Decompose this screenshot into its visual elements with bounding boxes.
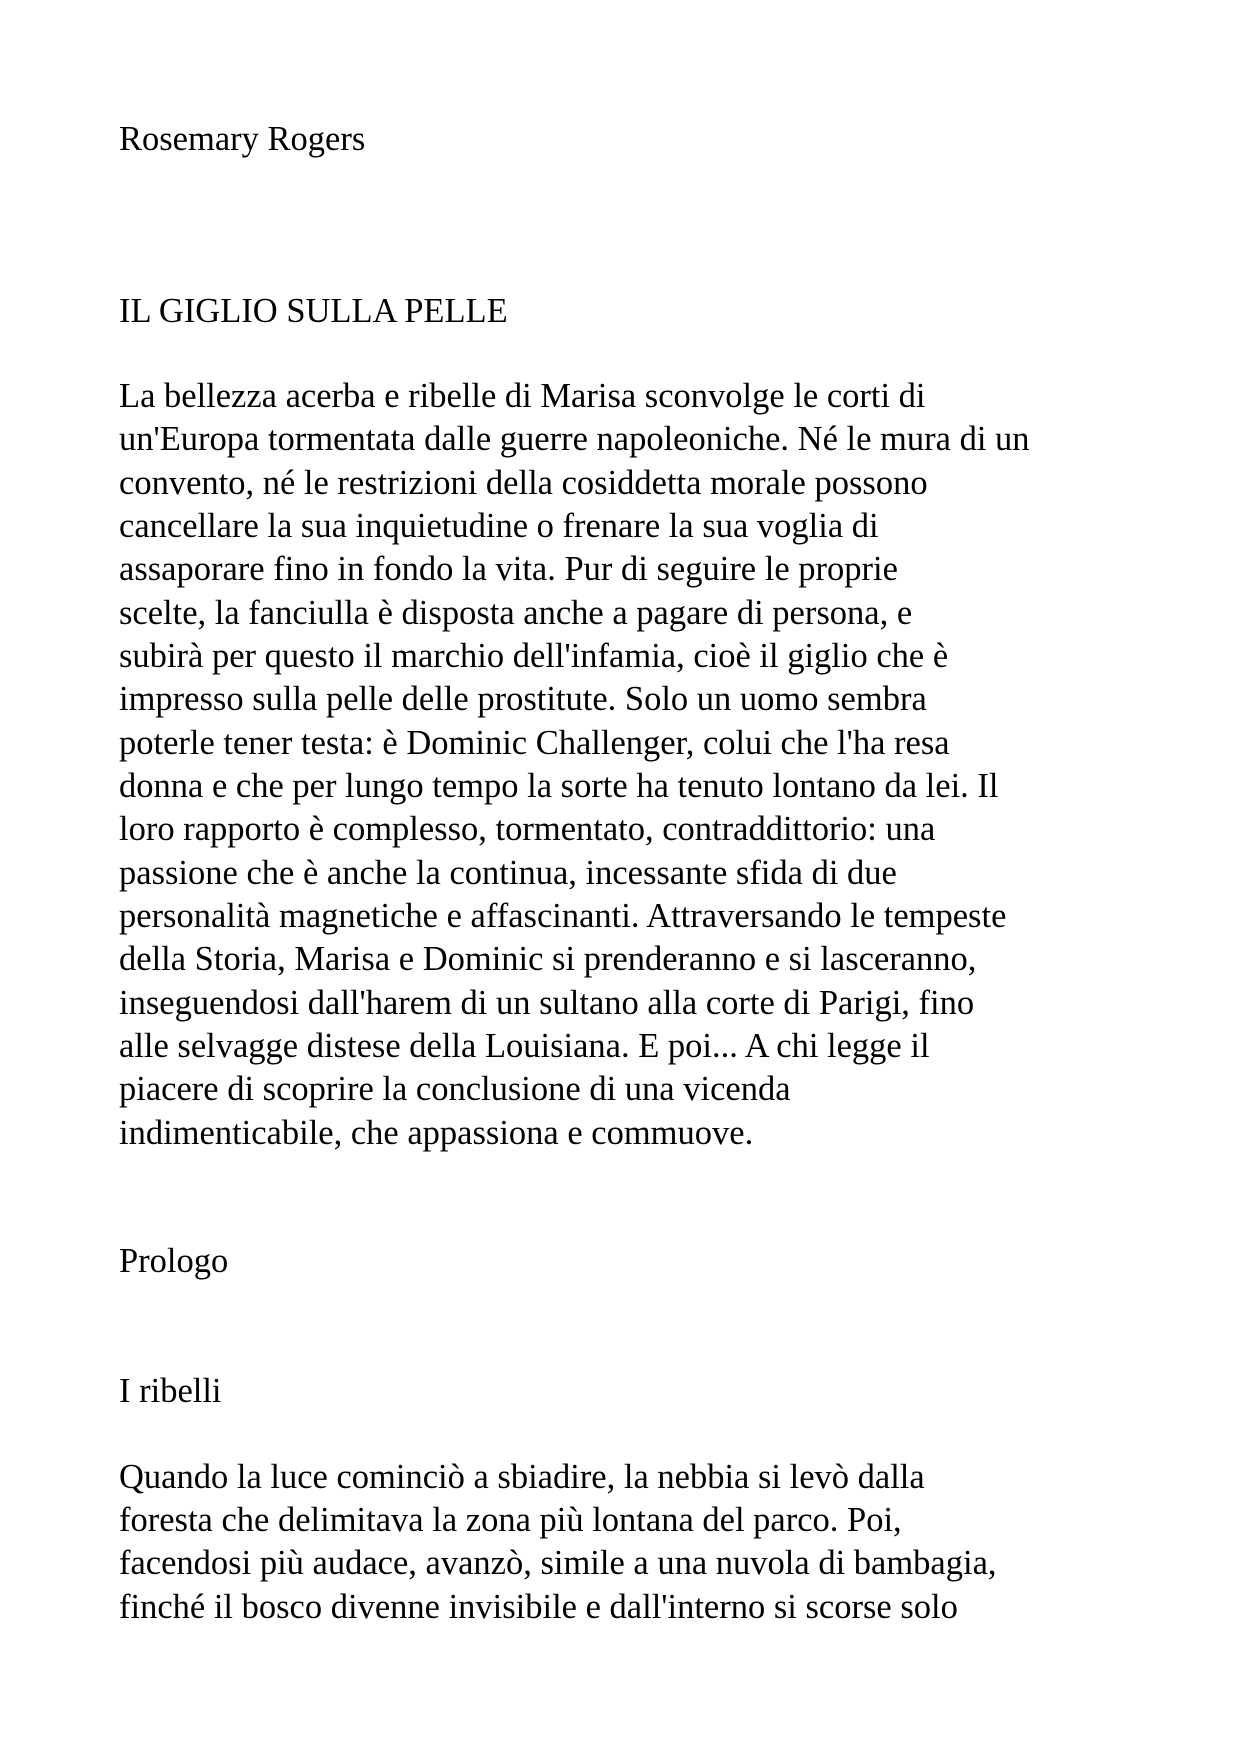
chapter-line: facendosi più audace, avanzò, simile a una nuvola di bambagia, <box>119 1544 997 1582</box>
blurb-line: La bellezza acerba e ribelle di Marisa sconvolge le corti di <box>119 377 926 415</box>
chapter-line: finché il bosco divenne invisibile e dall'interno si scorse solo <box>119 1588 958 1626</box>
prologue-heading: Prologo <box>119 1242 229 1280</box>
blurb-line: alle selvagge distese della Louisiana. E poi... A chi legge il <box>119 1027 930 1065</box>
blurb-line: indimenticabile, che appassiona e commuove. <box>119 1114 754 1152</box>
blurb-line: convento, né le restrizioni della cosiddetta morale possono <box>119 464 928 502</box>
blurb-line: della Storia, Marisa e Dominic si prenderanno e si lasceranno, <box>119 940 977 978</box>
blurb-line: inseguendosi dall'harem di un sultano alla corte di Parigi, fino <box>119 984 975 1022</box>
blurb-line: scelte, la fanciulla è disposta anche a pagare di persona, e <box>119 594 913 632</box>
book-title: IL GIGLIO SULLA PELLE <box>119 292 508 330</box>
blurb-line: piacere di scoprire la conclusione di una vicenda <box>119 1070 791 1108</box>
blurb-line: subirà per questo il marchio dell'infamia, cioè il giglio che è <box>119 637 949 675</box>
blurb-line: cancellare la sua inquietudine o frenare la sua voglia di <box>119 507 879 545</box>
blurb-line: personalità magnetiche e affascinanti. Attraversando le tempeste <box>119 897 1007 935</box>
blurb-line: donna e che per lungo tempo la sorte ha tenuto lontano da lei. Il <box>119 767 999 805</box>
chapter-line: foresta che delimitava la zona più lontana del parco. Poi, <box>119 1501 902 1539</box>
blurb-line: passione che è anche la continua, incessante sfida di due <box>119 854 897 892</box>
chapter-heading: I ribelli <box>119 1372 222 1410</box>
blurb-line: impresso sulla pelle delle prostitute. Solo un uomo sembra <box>119 680 927 718</box>
blurb-line: assaporare fino in fondo la vita. Pur di seguire le proprie <box>119 550 898 588</box>
chapter-line: Quando la luce cominciò a sbiadire, la nebbia si levò dalla <box>119 1458 925 1496</box>
author-name: Rosemary Rogers <box>119 120 366 158</box>
blurb-line: poterle tener testa: è Dominic Challenger, colui che l'ha resa <box>119 724 950 762</box>
blurb-line: loro rapporto è complesso, tormentato, contraddittorio: una <box>119 810 936 848</box>
blurb-line: un'Europa tormentata dalle guerre napoleoniche. Né le mura di un <box>119 420 1030 458</box>
